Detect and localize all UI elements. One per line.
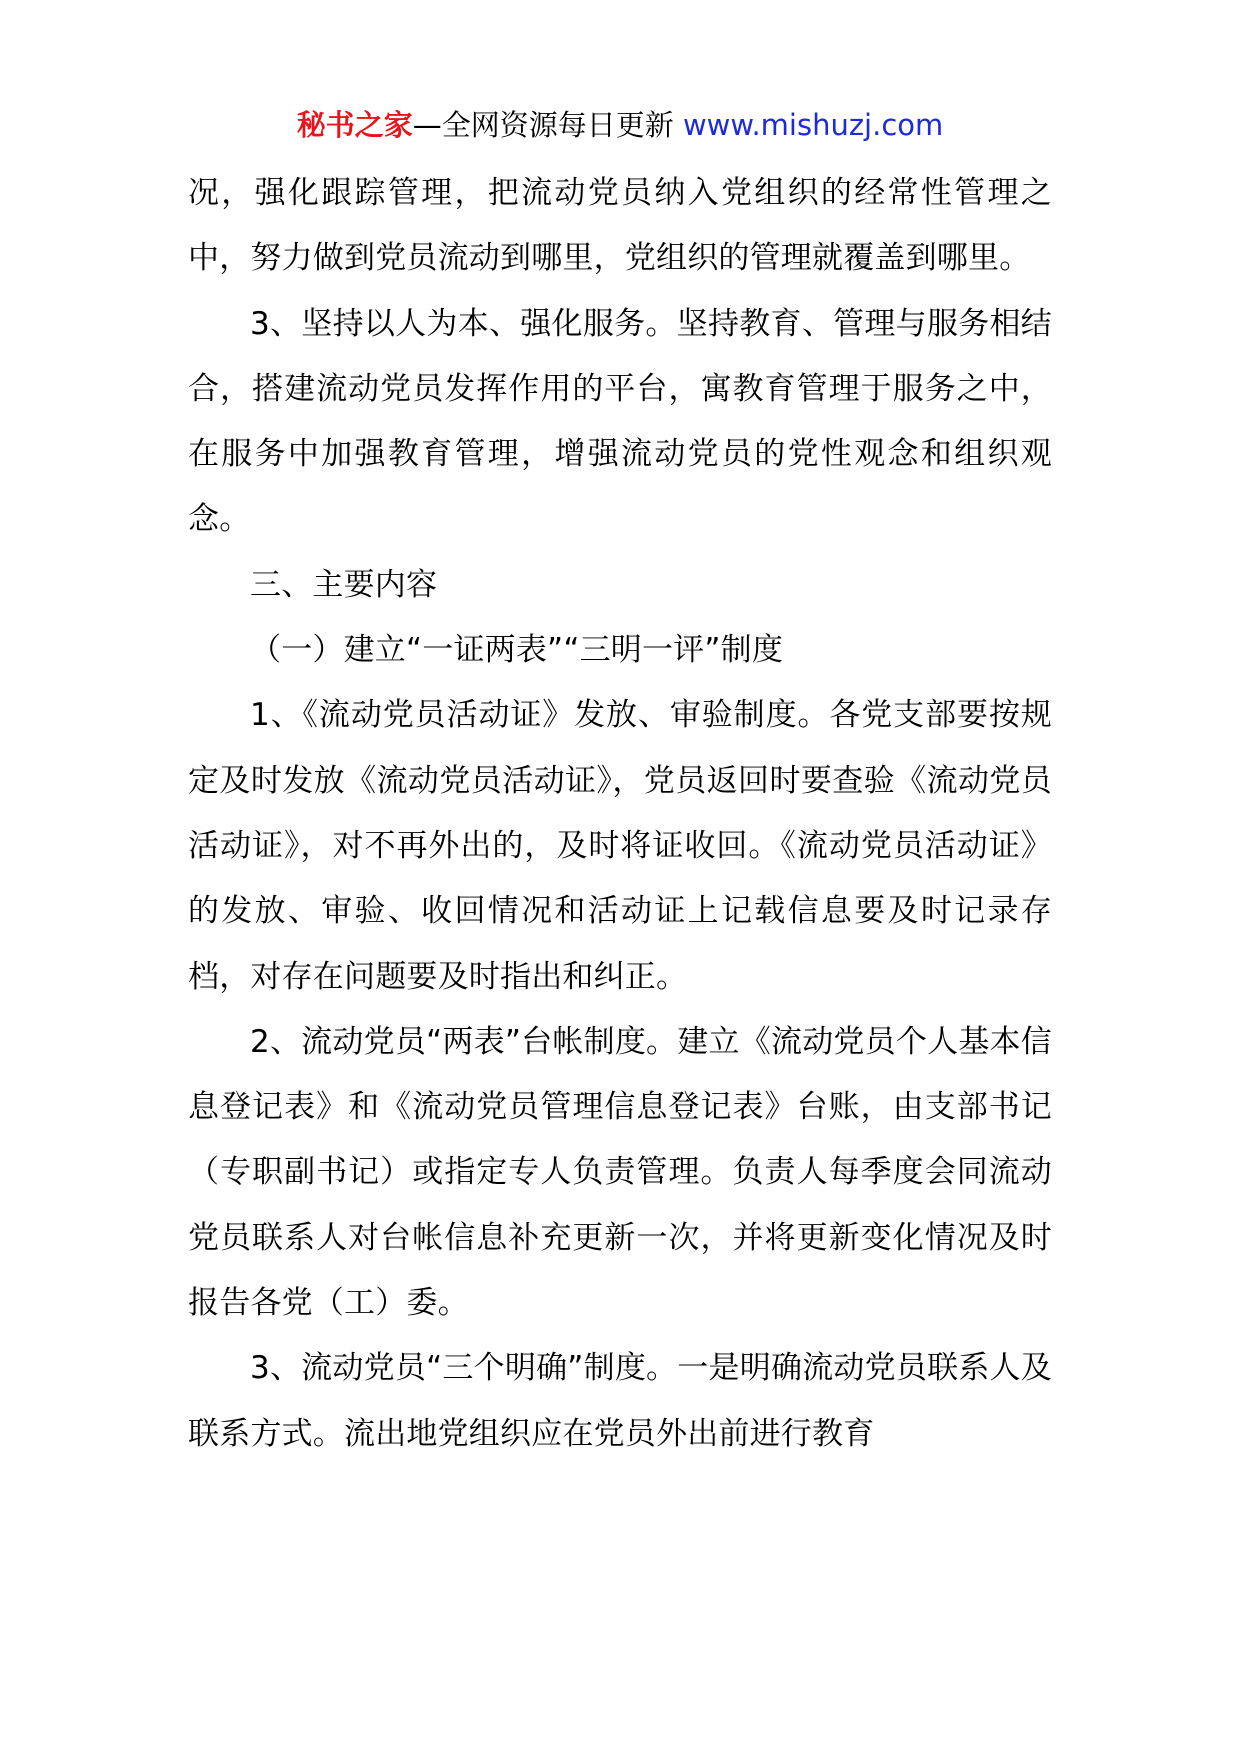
subsection-heading-1: （一）建立“一证两表”“三明一评”制度 [250,632,784,669]
page-header [0,103,1240,147]
paragraph-continued: 况，强化跟踪管理，把流动党员纳入党组织的经常性管理之中，努力做到党员流动到哪里，党组织的管理就覆盖到哪里。 [188,175,1052,277]
header-tagline: —全网资源每日更新 [412,108,683,142]
site-url-link[interactable]: www.mishuzj.com [682,108,944,142]
section-heading-main-content: 三、主要内容 [250,566,438,603]
paragraph-item-1: 1、《流动党员活动证》发放、审验制度。各党支部要按规定及时发放《流动党员活动证》，党员返回时要查验《流动党员活动证》，对不再外出的，及时将证收回。《流动党员活动证》的发放、审验、收回情况和活动证上记载信息要及时记录存档，对存在问题要及时指出和纠正。 [188,697,1052,995]
paragraph-item-2: 2、流动党员“两表”台帐制度。建立《流动党员个人基本信息登记表》和《流动党员管理信息登记表》台账，由支部书记（专职副书记）或指定专人负责管理。负责人每季度会同流动党员联系人对台帐信息补充更新一次，并将更新变化情况及时报告各党（工）委。 [188,1023,1052,1322]
paragraph-principle-3: 3、坚持以人为本、强化服务。坚持教育、管理与服务相结合，搭建流动党员发挥作用的平台，寓教育管理于服务之中，在服务中加强教育管理，增强流动党员的党性观念和组织观念。 [188,305,1052,538]
document-body [188,161,1052,1467]
brand-name: 秘书之家 [296,108,413,142]
paragraph-item-3: 3、流动党员“三个明确”制度。一是明确流动党员联系人及联系方式。流出地党组织应在党员外出前进行教育 [188,1350,1052,1452]
